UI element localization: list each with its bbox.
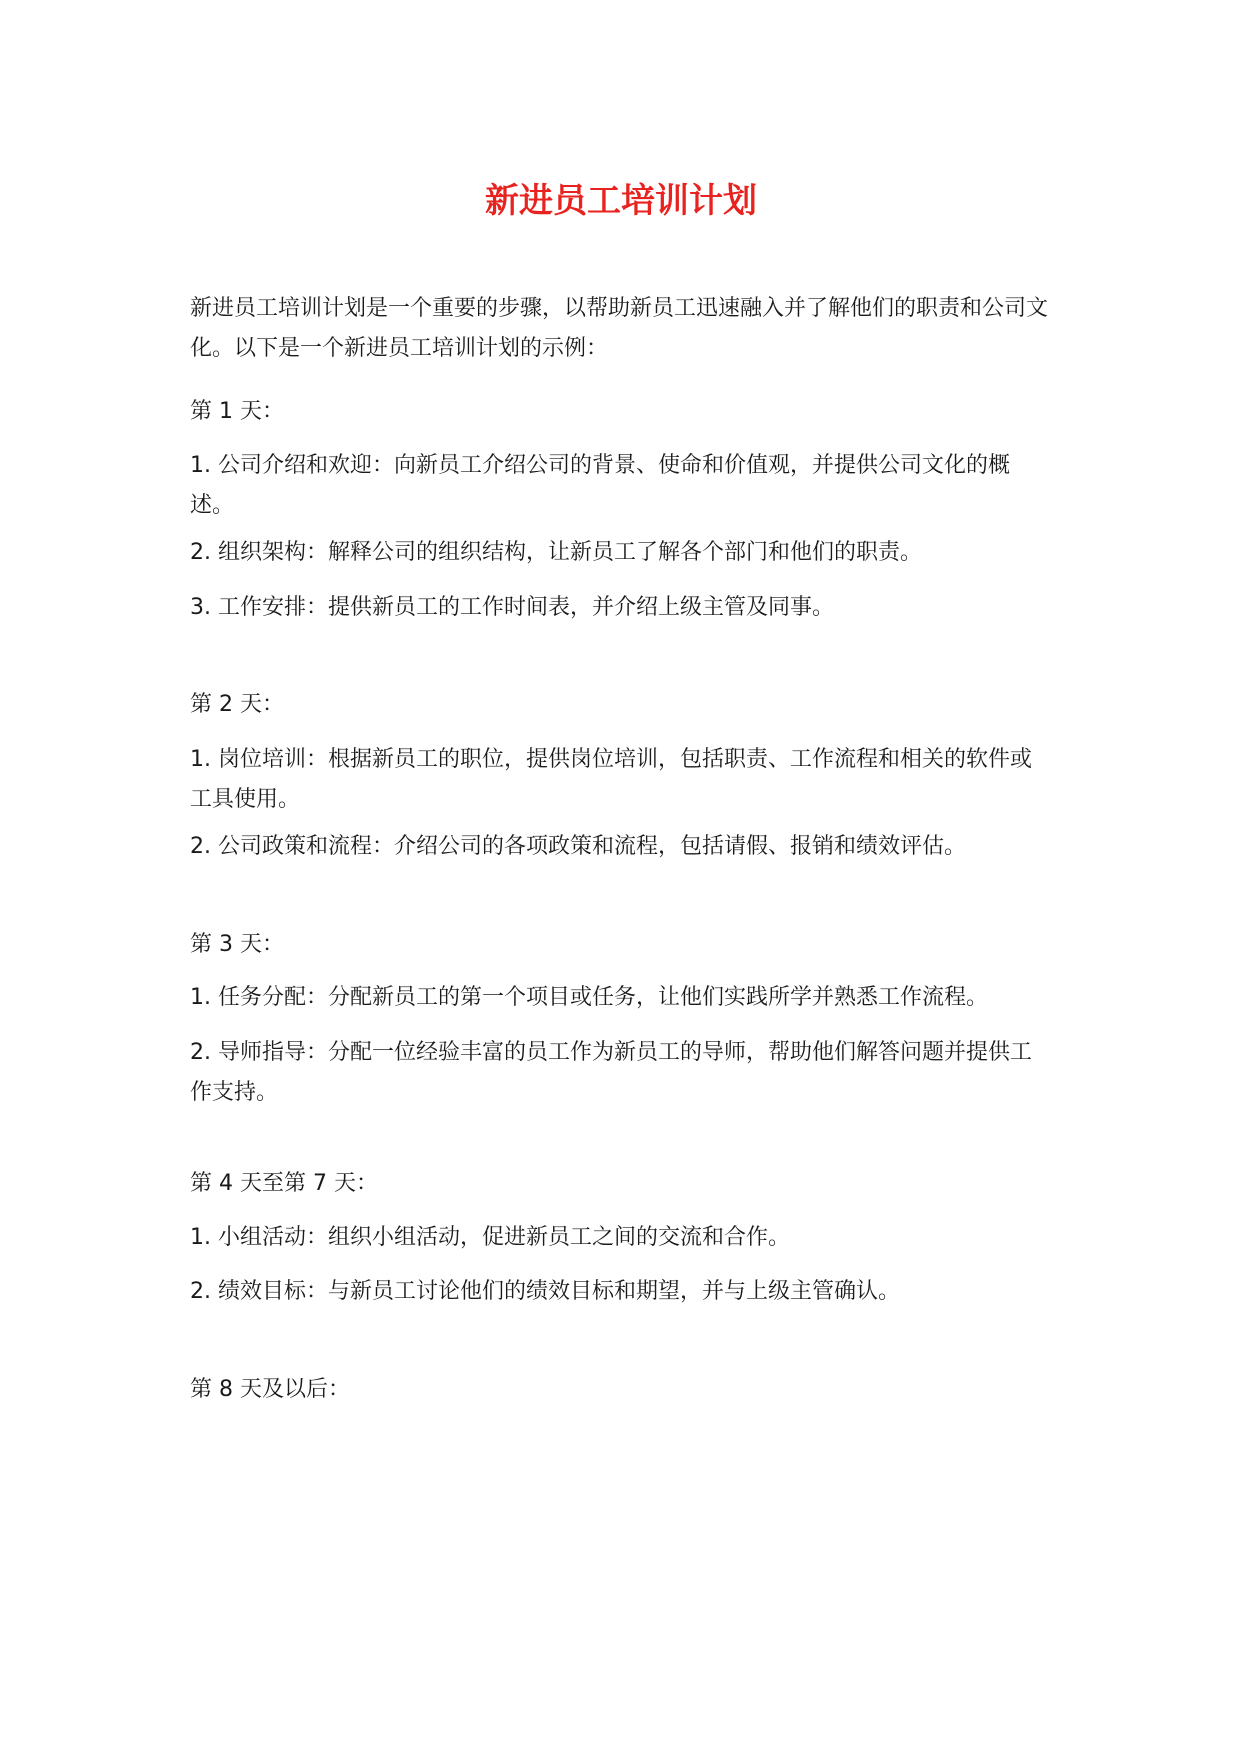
day4-7-item-1: 1. 小组活动：组织小组活动，促进新员工之间的交流和合作。 [190, 1225, 790, 1250]
intro-paragraph: 新进员工培训计划是一个重要的步骤，以帮助新员工迅速融入并了解他们的职责和公司文化。以下是一个新进员工培训计划的示例： [190, 296, 1049, 361]
day1-item-2: 2. 组织架构：解释公司的组织结构，让新员工了解各个部门和他们的职责。 [190, 540, 922, 565]
day4-7-heading: 第 4 天至第 7 天： [190, 1171, 378, 1196]
day3-item-1: 1. 任务分配：分配新员工的第一个项目或任务，让他们实践所学并熟悉工作流程。 [190, 985, 988, 1010]
day4-7-item-2: 2. 绩效目标：与新员工讨论他们的绩效目标和期望，并与上级主管确认。 [190, 1279, 900, 1304]
day8-heading: 第 8 天及以后： [190, 1377, 350, 1402]
day2-item-1: 1. 岗位培训：根据新员工的职位，提供岗位培训，包括职责、工作流程和相关的软件或工具使用。 [190, 747, 1032, 812]
day1-heading: 第 1 天： [190, 399, 284, 424]
day1-item-1: 1. 公司介绍和欢迎：向新员工介绍公司的背景、使命和价值观，并提供公司文化的概述。 [190, 453, 1010, 518]
day2-heading: 第 2 天： [190, 692, 284, 717]
day2-item-2: 2. 公司政策和流程：介绍公司的各项政策和流程，包括请假、报销和绩效评估。 [190, 834, 966, 859]
day3-item-2: 2. 导师指导：分配一位经验丰富的员工作为新员工的导师，帮助他们解答问题并提供工作支持。 [190, 1040, 1032, 1105]
document-page [190, 0, 1052, 1754]
day1-item-3: 3. 工作安排：提供新员工的工作时间表，并介绍上级主管及同事。 [190, 595, 834, 620]
day3-heading: 第 3 天： [190, 932, 284, 957]
document-title: 新进员工培训计划 [485, 181, 757, 221]
